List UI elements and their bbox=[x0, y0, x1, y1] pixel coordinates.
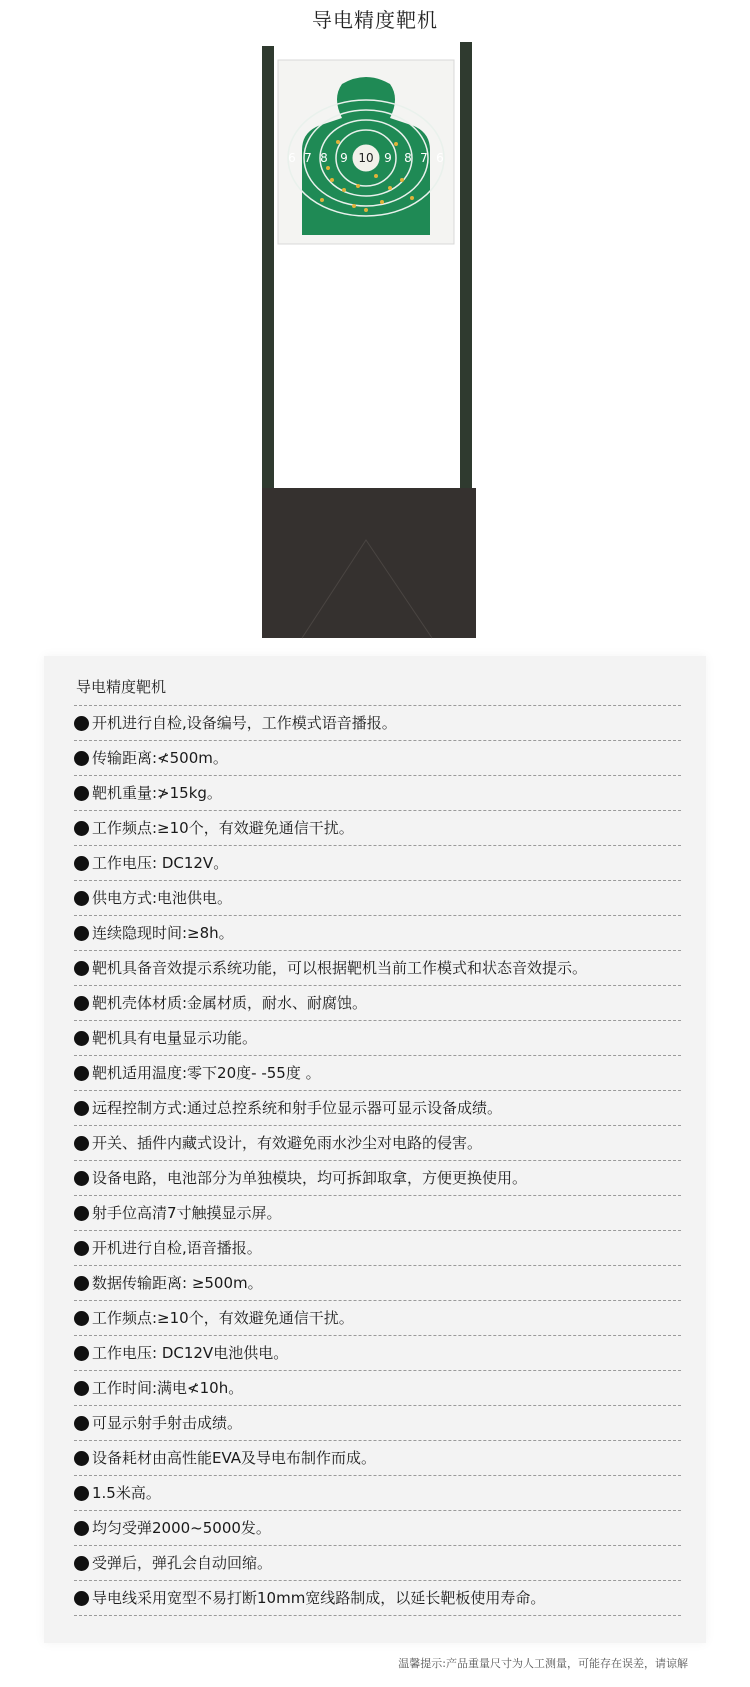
spec-item: 远程控制方式:通过总控系统和射手位显示器可显示设备成绩。 bbox=[74, 1091, 681, 1126]
spec-item: 工作频点:≥10个，有效避免通信干扰。 bbox=[74, 811, 681, 846]
ring-number: 8 bbox=[320, 151, 328, 165]
bullet-icon bbox=[74, 751, 89, 766]
bullet-icon bbox=[74, 1381, 89, 1396]
spec-item: 靶机壳体材质:金属材质，耐水、耐腐蚀。 bbox=[74, 986, 681, 1021]
spec-item: 设备耗材由高性能EVA及导电布制作而成。 bbox=[74, 1441, 681, 1476]
ring-number: 7 bbox=[304, 151, 312, 165]
bullet-icon bbox=[74, 1451, 89, 1466]
bullet-icon bbox=[74, 1556, 89, 1571]
spec-item: 靶机重量:≯15kg。 bbox=[74, 776, 681, 811]
ring-number: 6 bbox=[288, 151, 296, 165]
bullet-icon bbox=[74, 961, 89, 976]
ring-number: 9 bbox=[340, 151, 348, 165]
right-post bbox=[460, 42, 472, 497]
bullet-icon bbox=[74, 1416, 89, 1431]
target-base bbox=[262, 488, 476, 638]
ring-number: 6 bbox=[436, 151, 444, 165]
spec-item: 靶机具备音效提示系统功能，可以根据靶机当前工作模式和状态音效提示。 bbox=[74, 951, 681, 986]
spec-heading: 导电精度靶机 bbox=[76, 678, 167, 696]
bullet-icon bbox=[74, 1031, 89, 1046]
spec-item: 受弹后，弹孔会自动回缩。 bbox=[74, 1546, 681, 1581]
bullet-icon bbox=[74, 821, 89, 836]
spec-item: 数据传输距离: ≥500m。 bbox=[74, 1266, 681, 1301]
spec-item: 工作电压: DC12V电池供电。 bbox=[74, 1336, 681, 1371]
bullet-icon bbox=[74, 786, 89, 801]
left-post bbox=[262, 46, 274, 496]
spec-item: 开关、插件内藏式设计，有效避免雨水沙尘对电路的侵害。 bbox=[74, 1126, 681, 1161]
spec-panel bbox=[44, 656, 706, 1643]
bullet-icon bbox=[74, 1486, 89, 1501]
bullet-icon bbox=[74, 1346, 89, 1361]
bullet-icon bbox=[74, 1311, 89, 1326]
ring-number: 7 bbox=[420, 151, 428, 165]
page-title: 导电精度靶机 bbox=[312, 8, 438, 32]
spec-item: 工作时间:满电≮10h。 bbox=[74, 1371, 681, 1406]
bullet-icon bbox=[74, 996, 89, 1011]
spec-item: 工作电压: DC12V。 bbox=[74, 846, 681, 881]
bullet-icon bbox=[74, 1066, 89, 1081]
spec-item: 设备电路，电池部分为单独模块，均可拆卸取拿，方便更换使用。 bbox=[74, 1161, 681, 1196]
spec-item: 工作频点:≥10个，有效避免通信干扰。 bbox=[74, 1301, 681, 1336]
bullet-icon bbox=[74, 1591, 89, 1606]
bullet-icon bbox=[74, 1171, 89, 1186]
spec-item: 传输距离:≮500m。 bbox=[74, 741, 681, 776]
spec-list bbox=[74, 705, 681, 1616]
spec-item: 导电线采用宽型不易打断10mm宽线路制成，以延长靶板使用寿命。 bbox=[74, 1581, 681, 1616]
bullet-icon bbox=[74, 856, 89, 871]
spec-item: 靶机具有电量显示功能。 bbox=[74, 1021, 681, 1056]
bullet-icon bbox=[74, 1136, 89, 1151]
spec-item: 连续隐现时间:≥8h。 bbox=[74, 916, 681, 951]
bullet-icon bbox=[74, 1206, 89, 1221]
ring-number: 10 bbox=[358, 151, 374, 165]
spec-item: 1.5米高。 bbox=[74, 1476, 681, 1511]
bullet-icon bbox=[74, 1521, 89, 1536]
spec-item: 供电方式:电池供电。 bbox=[74, 881, 681, 916]
product-image bbox=[262, 40, 482, 645]
spec-item: 可显示射手射击成绩。 bbox=[74, 1406, 681, 1441]
spec-item: 靶机适用温度:零下20度- -55度 。 bbox=[74, 1056, 681, 1091]
footer-note: 温馨提示:产品重量尺寸为人工测量，可能存在误差，请谅解 bbox=[398, 1657, 688, 1670]
bullet-icon bbox=[74, 1101, 89, 1116]
spec-item: 开机进行自检,语音播报。 bbox=[74, 1231, 681, 1266]
bullet-icon bbox=[74, 1241, 89, 1256]
ring-number: 9 bbox=[384, 151, 392, 165]
spec-item: 射手位高清7寸触摸显示屏。 bbox=[74, 1196, 681, 1231]
ring-number: 8 bbox=[404, 151, 412, 165]
bullet-icon bbox=[74, 926, 89, 941]
spec-item: 开机进行自检,设备编号，工作模式语音播报。 bbox=[74, 706, 681, 741]
bullet-icon bbox=[74, 1276, 89, 1291]
spec-item: 均匀受弹2000~5000发。 bbox=[74, 1511, 681, 1546]
bullet-icon bbox=[74, 716, 89, 731]
bullet-icon bbox=[74, 891, 89, 906]
